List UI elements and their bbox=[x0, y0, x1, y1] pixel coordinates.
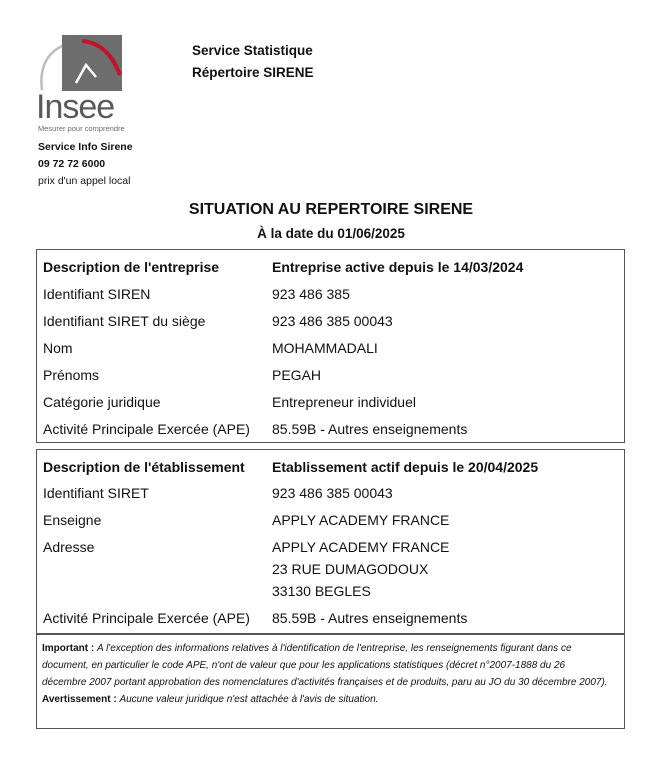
avertissement-label: Avertissement : bbox=[42, 694, 117, 705]
contact-note: prix d'un appel local bbox=[38, 175, 131, 187]
row-value: 923 486 385 00043 bbox=[272, 313, 393, 329]
insee-logo bbox=[36, 34, 136, 134]
address-line: 33130 BEGLES bbox=[272, 583, 371, 599]
etablissement-section bbox=[36, 449, 625, 634]
entreprise-heading: Description de l'entreprise bbox=[43, 259, 220, 275]
avertissement-text: Aucune valeur juridique n'est attachée à l'avis de situation. bbox=[119, 694, 379, 705]
page-subtitle: À la date du 01/06/2025 bbox=[257, 226, 405, 241]
insee-logo-mark bbox=[62, 35, 122, 91]
contact-service: Service Info Sirene bbox=[38, 141, 133, 153]
row-value: 85.59B - Autres enseignements bbox=[272, 421, 468, 437]
logo-swoosh-icon bbox=[36, 44, 66, 94]
row-value: 923 486 385 00043 bbox=[272, 485, 393, 501]
row-label: Activité Principale Exercée (APE) bbox=[43, 610, 250, 626]
row-value: PEGAH bbox=[272, 367, 322, 383]
address-line: 23 RUE DUMAGODOUX bbox=[272, 561, 429, 577]
contact-block bbox=[38, 139, 133, 190]
service-line-1: Service Statistique bbox=[192, 43, 313, 58]
address-line: APPLY ACADEMY FRANCE bbox=[272, 539, 450, 555]
notes-text bbox=[42, 640, 610, 708]
logo-word: Insee bbox=[36, 88, 115, 126]
row-label: Identifiant SIRET bbox=[43, 485, 149, 501]
etablissement-heading: Description de l'établissement bbox=[43, 459, 245, 475]
address-block bbox=[272, 536, 449, 602]
important-label: Important : bbox=[42, 643, 95, 654]
notes-section bbox=[36, 634, 625, 729]
service-line-2: Répertoire SIRENE bbox=[192, 65, 314, 80]
entreprise-section bbox=[36, 249, 625, 443]
row-label: Nom bbox=[43, 340, 73, 356]
row-label: Catégorie juridique bbox=[43, 394, 161, 410]
service-header bbox=[192, 40, 314, 84]
row-label: Prénoms bbox=[43, 367, 100, 383]
row-value: APPLY ACADEMY FRANCE bbox=[272, 512, 450, 528]
contact-phone: 09 72 72 6000 bbox=[38, 158, 106, 170]
row-label: Activité Principale Exercée (APE) bbox=[43, 421, 250, 437]
important-text: A l'exception des informations relatives à l'identification de l'entreprise, les renseignements figurant dans ce document, en particulier le code APE, n'ont de valeur que pour les applications statistiques (décret n°2007-1888 du 26 décembre 2007 portant approbation des nomenclatures d'activités françaises et de produits, paru au JO du 30 décembre 2007). bbox=[42, 643, 608, 688]
row-value: 85.59B - Autres enseignements bbox=[272, 610, 468, 626]
row-value: MOHAMMADALI bbox=[272, 340, 378, 356]
row-value: Entrepreneur individuel bbox=[272, 394, 416, 410]
row-label: Enseigne bbox=[43, 512, 102, 528]
page-title: SITUATION AU REPERTOIRE SIRENE bbox=[188, 201, 474, 218]
logo-tagline: Mesurer pour comprendre bbox=[38, 124, 125, 133]
row-label: Adresse bbox=[43, 539, 95, 555]
row-label: Identifiant SIRET du siège bbox=[43, 313, 206, 329]
etablissement-status: Etablissement actif depuis le 20/04/2025 bbox=[272, 459, 539, 475]
row-value: 923 486 385 bbox=[272, 286, 350, 302]
entreprise-status: Entreprise active depuis le 14/03/2024 bbox=[272, 259, 524, 275]
row-label: Identifiant SIREN bbox=[43, 286, 151, 302]
